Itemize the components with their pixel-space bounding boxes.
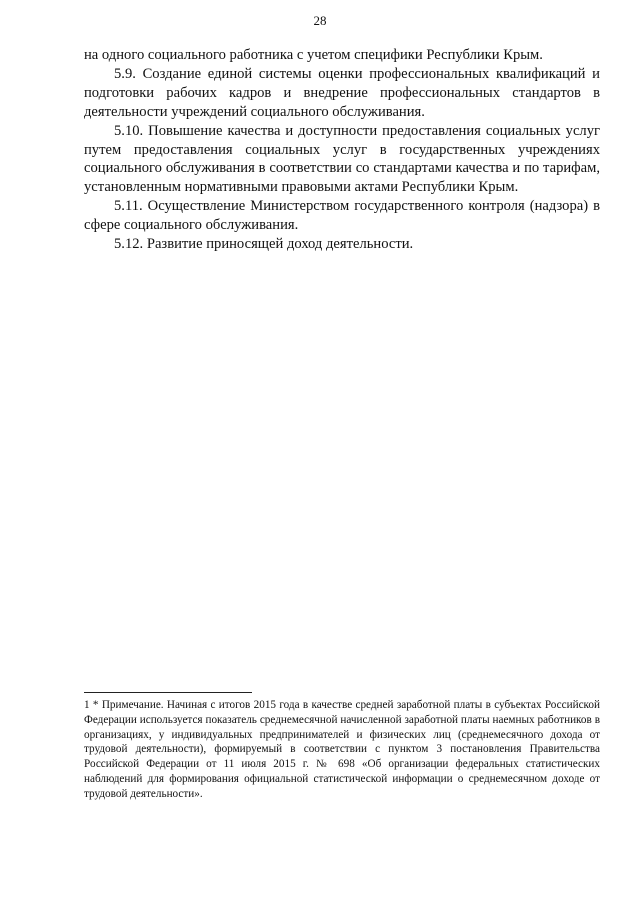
paragraph-5-10: 5.10. Повышение качества и доступности предоставления социальных услуг путем предоставления социальных услуг в государственных учреждениях социального обслуживания в соответствии со стандартами качества и по тарифам, установленным нормативными правовыми актами Республики Крым. bbox=[84, 122, 600, 196]
footnote-text: 1 * Примечание. Начиная с итогов 2015 года в качестве средней заработной платы в субъектах Российской Федерации используется показатель среднемесячной начисленной заработной платы наемных работников в организациях, у индивидуальных предпринимателей и физических лиц (среднемесячного дохода от трудовой деятельности), формируемый в соответствии с пунктом 3 постановления Правительства Российской Федерации от 11 июля 2015 г. № 698 «Об организации федеральных статистических наблюдений для формирования официальной статистической информации о среднемесячном доходе от трудовой деятельности». bbox=[84, 699, 600, 800]
paragraph-5-11: 5.11. Осуществление Министерством государственного контроля (надзора) в сфере социального обслуживания. bbox=[84, 198, 600, 234]
footnote-separator bbox=[84, 692, 252, 693]
body-text bbox=[84, 46, 600, 254]
paragraph-5-9: 5.9. Создание единой системы оценки профессиональных квалификаций и подготовки рабочих кадров и внедрение профессиональных стандартов в деятельности учреждений социального обслуживания. bbox=[84, 65, 600, 120]
paragraph-5-12: 5.12. Развитие приносящей доход деятельности. bbox=[114, 236, 414, 253]
footnote bbox=[84, 698, 600, 802]
page-number: 28 bbox=[313, 13, 327, 28]
paragraph-continuation: на одного социального работника с учетом специфики Республики Крым. bbox=[84, 47, 543, 63]
